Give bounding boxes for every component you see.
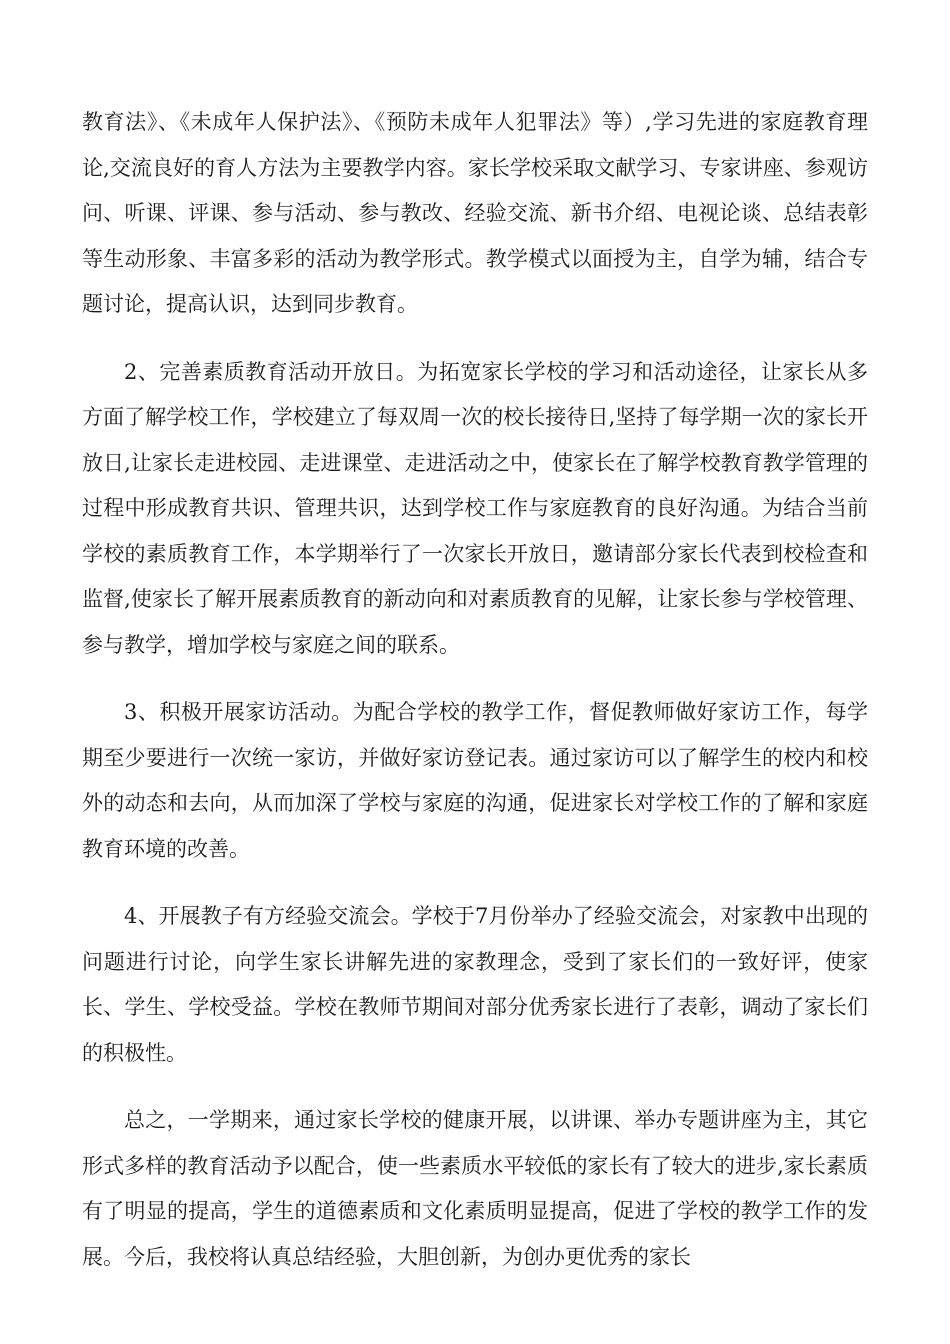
document-body <box>82 100 868 1302</box>
paragraph-item-4: 4、开展教子有方经验交流会。学校于7月份举办了经验交流会，对家教中出现的问题进行讨论，向学生家长讲解先进的家教理念，受到了家长们的一致好评，使家长、学生、学校受益。学校在教师节期间对部分优秀家长进行了表彰，调动了家长们的积极性。 <box>82 904 868 1065</box>
paragraph-summary: 总之，一学期来，通过家长学校的健康开展，以讲课、举办专题讲座为主，其它形式多样的教育活动予以配合，使一些素质水平较低的家长有了较大的进步,家长素质有了明显的提高，学生的道德素质和文化素质明显提高，促进了学校的教学工作的发展。今后，我校将认真总结经验，大胆创新，为创办更优秀的家长 <box>82 1108 868 1269</box>
paragraph-item-3: 3、积极开展家访活动。为配合学校的教学工作，督促教师做好家访工作，每学期至少要进行一次统一家访，并做好家访登记表。通过家访可以了解学生的校内和校外的动态和去向，从而加深了学校与家庭的沟通，促进家长对学校工作的了解和家庭教育环境的改善。 <box>82 700 868 861</box>
paragraph-continued: 教育法》、《未成年人保护法》、《预防未成年人犯罪法》等）,学习先进的家庭教育理论,交流良好的育人方法为主要教学内容。家长学校采取文献学习、专家讲座、参观访问、听课、评课、参与活动、参与教改、经验交流、新书介绍、电视论谈、总结表彰等生动形象、丰富多彩的活动为教学形式。教学模式以面授为主，自学为辅，结合专题讨论，提高认识，达到同步教育。 <box>82 110 868 316</box>
paragraph-item-2: 2、完善素质教育活动开放日。为拓宽家长学校的学习和活动途径，让家长从多方面了解学校工作，学校建立了每双周一次的校长接待日,坚持了每学期一次的家长开放日,让家长走进校园、走进课堂、走进活动之中，使家长在了解学校教育教学管理的过程中形成教育共识、管理共识，达到学校工作与家庭教育的良好沟通。为结合当前学校的素质教育工作，本学期举行了一次家长开放日，邀请部分家长代表到校检查和监督,使家长了解开展素质教育的新动向和对素质教育的见解，让家长参与学校管理、参与教学，增加学校与家庭之间的联系。 <box>82 359 868 657</box>
